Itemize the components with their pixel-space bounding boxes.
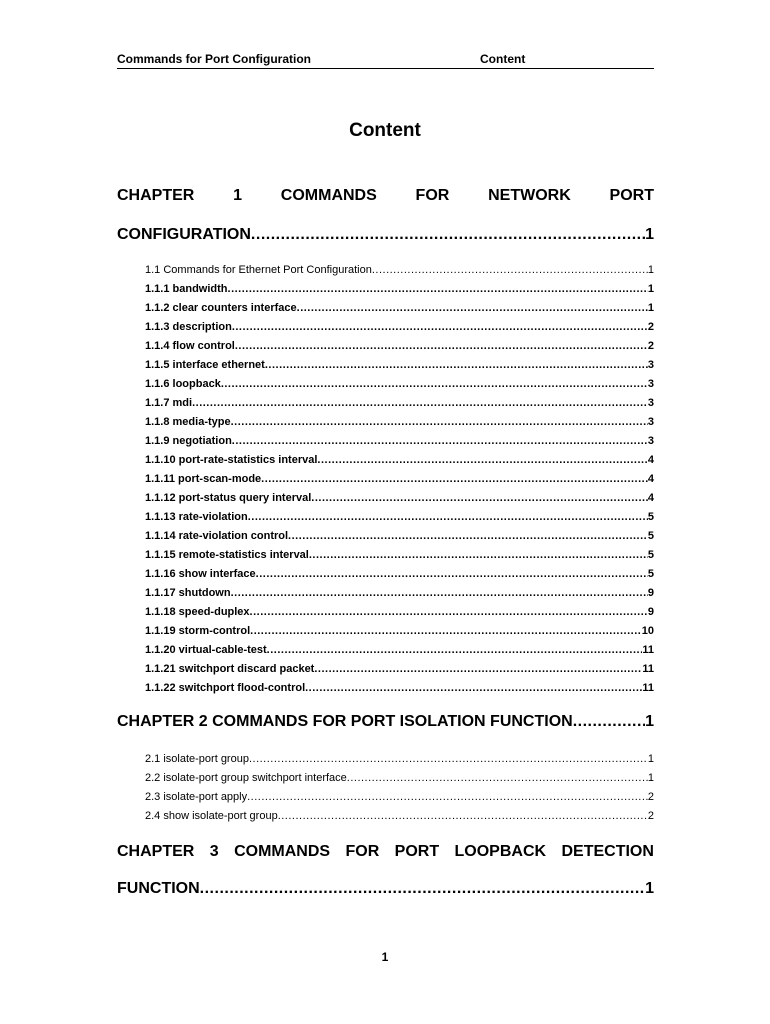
toc-entry-page-number: 4 bbox=[647, 454, 654, 466]
dot-leader bbox=[221, 375, 648, 394]
chapter-3-title-end: FUNCTION bbox=[117, 880, 200, 897]
chapter-1-heading bbox=[117, 185, 654, 207]
toc-entry-title: 1.1.9 negotiation bbox=[145, 435, 232, 447]
chapter-1-title-end: CONFIGURATION bbox=[117, 226, 251, 243]
heading-word: COMMANDS bbox=[280, 187, 377, 204]
toc-entry-page-number: 1 bbox=[647, 302, 654, 314]
toc-entry[interactable] bbox=[145, 641, 654, 660]
toc-entry[interactable] bbox=[145, 280, 654, 299]
toc-entry-page-number: 2 bbox=[647, 791, 654, 803]
toc-entry-title: 1.1.13 rate-violation bbox=[145, 511, 248, 523]
dot-leader bbox=[235, 337, 648, 356]
toc-entry-title: 1.1.16 show interface bbox=[145, 568, 256, 580]
dot-leader bbox=[250, 603, 648, 622]
toc-entry-title: 1.1.8 media-type bbox=[145, 416, 231, 428]
heading-word: 3 bbox=[209, 843, 219, 860]
dot-leader bbox=[372, 261, 648, 280]
toc-entry-page-number: 1 bbox=[647, 264, 654, 276]
toc-entry[interactable] bbox=[145, 622, 654, 641]
dot-leader bbox=[314, 660, 642, 679]
heading-word: LOOPBACK bbox=[454, 843, 547, 860]
dot-leader bbox=[256, 565, 648, 584]
toc-entry-title: 1.1.3 description bbox=[145, 321, 232, 333]
toc-entry-page-number: 9 bbox=[647, 606, 654, 618]
toc-entry-title: 1.1.19 storm-control bbox=[145, 625, 251, 637]
toc-entry-title: 1.1 Commands for Ethernet Port Configuration bbox=[145, 264, 372, 276]
toc-entry-page-number: 11 bbox=[642, 663, 654, 675]
toc-entry-page-number: 11 bbox=[642, 644, 654, 656]
toc-entry-page-number: 5 bbox=[647, 568, 654, 580]
dot-leader bbox=[232, 432, 648, 451]
toc-entry[interactable] bbox=[145, 546, 654, 565]
toc-entry-title: 1.1.7 mdi bbox=[145, 397, 193, 409]
toc-entry-title: 1.1.20 virtual-cable-test bbox=[145, 644, 267, 656]
dot-leader bbox=[311, 489, 648, 508]
toc-entry-page-number: 3 bbox=[647, 378, 654, 390]
dot-leader bbox=[231, 584, 648, 603]
toc-entry-title: 1.1.12 port-status query interval bbox=[145, 492, 312, 504]
dot-leader bbox=[192, 394, 648, 413]
heading-word: COMMANDS bbox=[234, 843, 331, 860]
toc-entry-title: 1.1.14 rate-violation control bbox=[145, 530, 289, 542]
toc-entry[interactable] bbox=[145, 769, 654, 788]
header-section-title: Content bbox=[480, 52, 526, 66]
toc-entry-title: 1.1.2 clear counters interface bbox=[145, 302, 297, 314]
toc-entry-title: 2.4 show isolate-port group bbox=[145, 810, 278, 822]
toc-entry-page-number: 1 bbox=[647, 772, 654, 784]
toc-entry-title: 2.3 isolate-port apply bbox=[145, 791, 248, 803]
toc-entry-title: 1.1.21 switchport discard packet bbox=[145, 663, 315, 675]
toc-entry-page-number: 5 bbox=[647, 530, 654, 542]
toc-entry-title: 1.1.17 shutdown bbox=[145, 587, 231, 599]
chapter-2-heading bbox=[117, 711, 654, 733]
dot-leader bbox=[309, 546, 648, 565]
toc-entry[interactable] bbox=[145, 394, 654, 413]
toc-entry[interactable] bbox=[145, 527, 654, 546]
toc-entry[interactable] bbox=[145, 375, 654, 394]
toc-entry-page-number: 9 bbox=[647, 587, 654, 599]
toc-entry-title: 2.1 isolate-port group bbox=[145, 753, 249, 765]
toc-entry-title: 1.1.10 port-rate-statistics interval bbox=[145, 454, 318, 466]
toc-entry[interactable] bbox=[145, 337, 654, 356]
chapter-1-page-number: 1 bbox=[645, 226, 654, 243]
chapter-3-page-number: 1 bbox=[645, 880, 654, 897]
toc-entry[interactable] bbox=[145, 470, 654, 489]
toc-entry-title: 1.1.6 loopback bbox=[145, 378, 221, 390]
toc-entry-title: 1.1.18 speed-duplex bbox=[145, 606, 250, 618]
toc-entry-page-number: 11 bbox=[642, 682, 654, 694]
chapter-1-toc-list bbox=[145, 261, 654, 698]
dot-leader bbox=[265, 356, 648, 375]
toc-entry[interactable] bbox=[145, 565, 654, 584]
toc-entry-title: 1.1.1 bandwidth bbox=[145, 283, 228, 295]
toc-entry-page-number: 2 bbox=[647, 321, 654, 333]
dot-leader bbox=[228, 280, 648, 299]
chapter-2-page-number: 1 bbox=[645, 713, 654, 730]
toc-entry-page-number: 2 bbox=[647, 810, 654, 822]
chapter-2-title: CHAPTER 2 COMMANDS FOR PORT ISOLATION FUNCTION bbox=[117, 713, 573, 730]
dot-leader bbox=[200, 878, 645, 900]
toc-entry-title: 1.1.15 remote-statistics interval bbox=[145, 549, 309, 561]
toc-entry-page-number: 3 bbox=[647, 397, 654, 409]
chapter-3-heading bbox=[117, 841, 654, 863]
dot-leader bbox=[288, 527, 648, 546]
toc-entry[interactable] bbox=[145, 451, 654, 470]
dot-leader bbox=[305, 679, 642, 698]
toc-entry[interactable] bbox=[145, 261, 654, 280]
toc-entry-page-number: 3 bbox=[647, 416, 654, 428]
heading-word: 1 bbox=[233, 187, 243, 204]
dot-leader bbox=[261, 470, 648, 489]
heading-word: NETWORK bbox=[488, 187, 571, 204]
toc-entry-page-number: 2 bbox=[647, 340, 654, 352]
heading-word: CHAPTER bbox=[117, 187, 195, 204]
dot-leader bbox=[247, 788, 648, 807]
toc-entry-page-number: 1 bbox=[647, 283, 654, 295]
dot-leader bbox=[278, 807, 648, 826]
toc-entry-page-number: 5 bbox=[647, 511, 654, 523]
heading-word: PORT bbox=[609, 187, 654, 204]
heading-word: FOR bbox=[415, 187, 450, 204]
toc-entry[interactable] bbox=[145, 432, 654, 451]
toc-entry[interactable] bbox=[145, 413, 654, 432]
chapter-1-heading-continued bbox=[117, 224, 654, 246]
chapter-2-toc-list bbox=[145, 750, 654, 826]
toc-entry[interactable] bbox=[145, 788, 654, 807]
page-title: Content bbox=[349, 120, 421, 141]
toc-entry[interactable] bbox=[145, 299, 654, 318]
toc-entry[interactable] bbox=[145, 807, 654, 826]
toc-entry-page-number: 4 bbox=[647, 473, 654, 485]
dot-leader bbox=[249, 750, 648, 769]
toc-entry[interactable] bbox=[145, 508, 654, 527]
heading-word: DETECTION bbox=[561, 843, 654, 860]
toc-entry[interactable] bbox=[145, 318, 654, 337]
toc-entry[interactable] bbox=[145, 584, 654, 603]
toc-entry[interactable] bbox=[145, 679, 654, 698]
heading-word: FOR bbox=[345, 843, 380, 860]
toc-entry-page-number: 5 bbox=[647, 549, 654, 561]
dot-leader bbox=[248, 508, 648, 527]
toc-entry-title: 1.1.11 port-scan-mode bbox=[145, 473, 262, 485]
dot-leader bbox=[231, 413, 648, 432]
dot-leader bbox=[251, 224, 645, 246]
heading-word: PORT bbox=[394, 843, 440, 860]
toc-entry-title: 2.2 isolate-port group switchport interface bbox=[145, 772, 347, 784]
toc-entry[interactable] bbox=[145, 603, 654, 622]
dot-leader bbox=[267, 641, 643, 660]
chapter-3-heading-continued bbox=[117, 878, 654, 900]
dot-leader bbox=[573, 711, 645, 733]
toc-entry-page-number: 1 bbox=[647, 753, 654, 765]
dot-leader bbox=[297, 299, 648, 318]
toc-entry[interactable] bbox=[145, 660, 654, 679]
heading-word: CHAPTER bbox=[117, 843, 195, 860]
dot-leader bbox=[317, 451, 647, 470]
dot-leader bbox=[232, 318, 648, 337]
toc-entry-title: 1.1.22 switchport flood-control bbox=[145, 682, 306, 694]
toc-entry-page-number: 4 bbox=[647, 492, 654, 504]
page-header bbox=[117, 51, 654, 69]
dot-leader bbox=[347, 769, 648, 788]
toc-entry-title: 1.1.4 flow control bbox=[145, 340, 235, 352]
toc-entry-page-number: 3 bbox=[647, 359, 654, 371]
toc-entry-title: 1.1.5 interface ethernet bbox=[145, 359, 265, 371]
dot-leader bbox=[250, 622, 642, 641]
page-number: 1 bbox=[381, 950, 389, 964]
toc-entry[interactable] bbox=[145, 489, 654, 508]
toc-entry-page-number: 3 bbox=[647, 435, 654, 447]
header-document-title: Commands for Port Configuration bbox=[117, 52, 311, 66]
toc-entry[interactable] bbox=[145, 356, 654, 375]
toc-entry[interactable] bbox=[145, 750, 654, 769]
toc-entry-page-number: 10 bbox=[641, 625, 654, 637]
